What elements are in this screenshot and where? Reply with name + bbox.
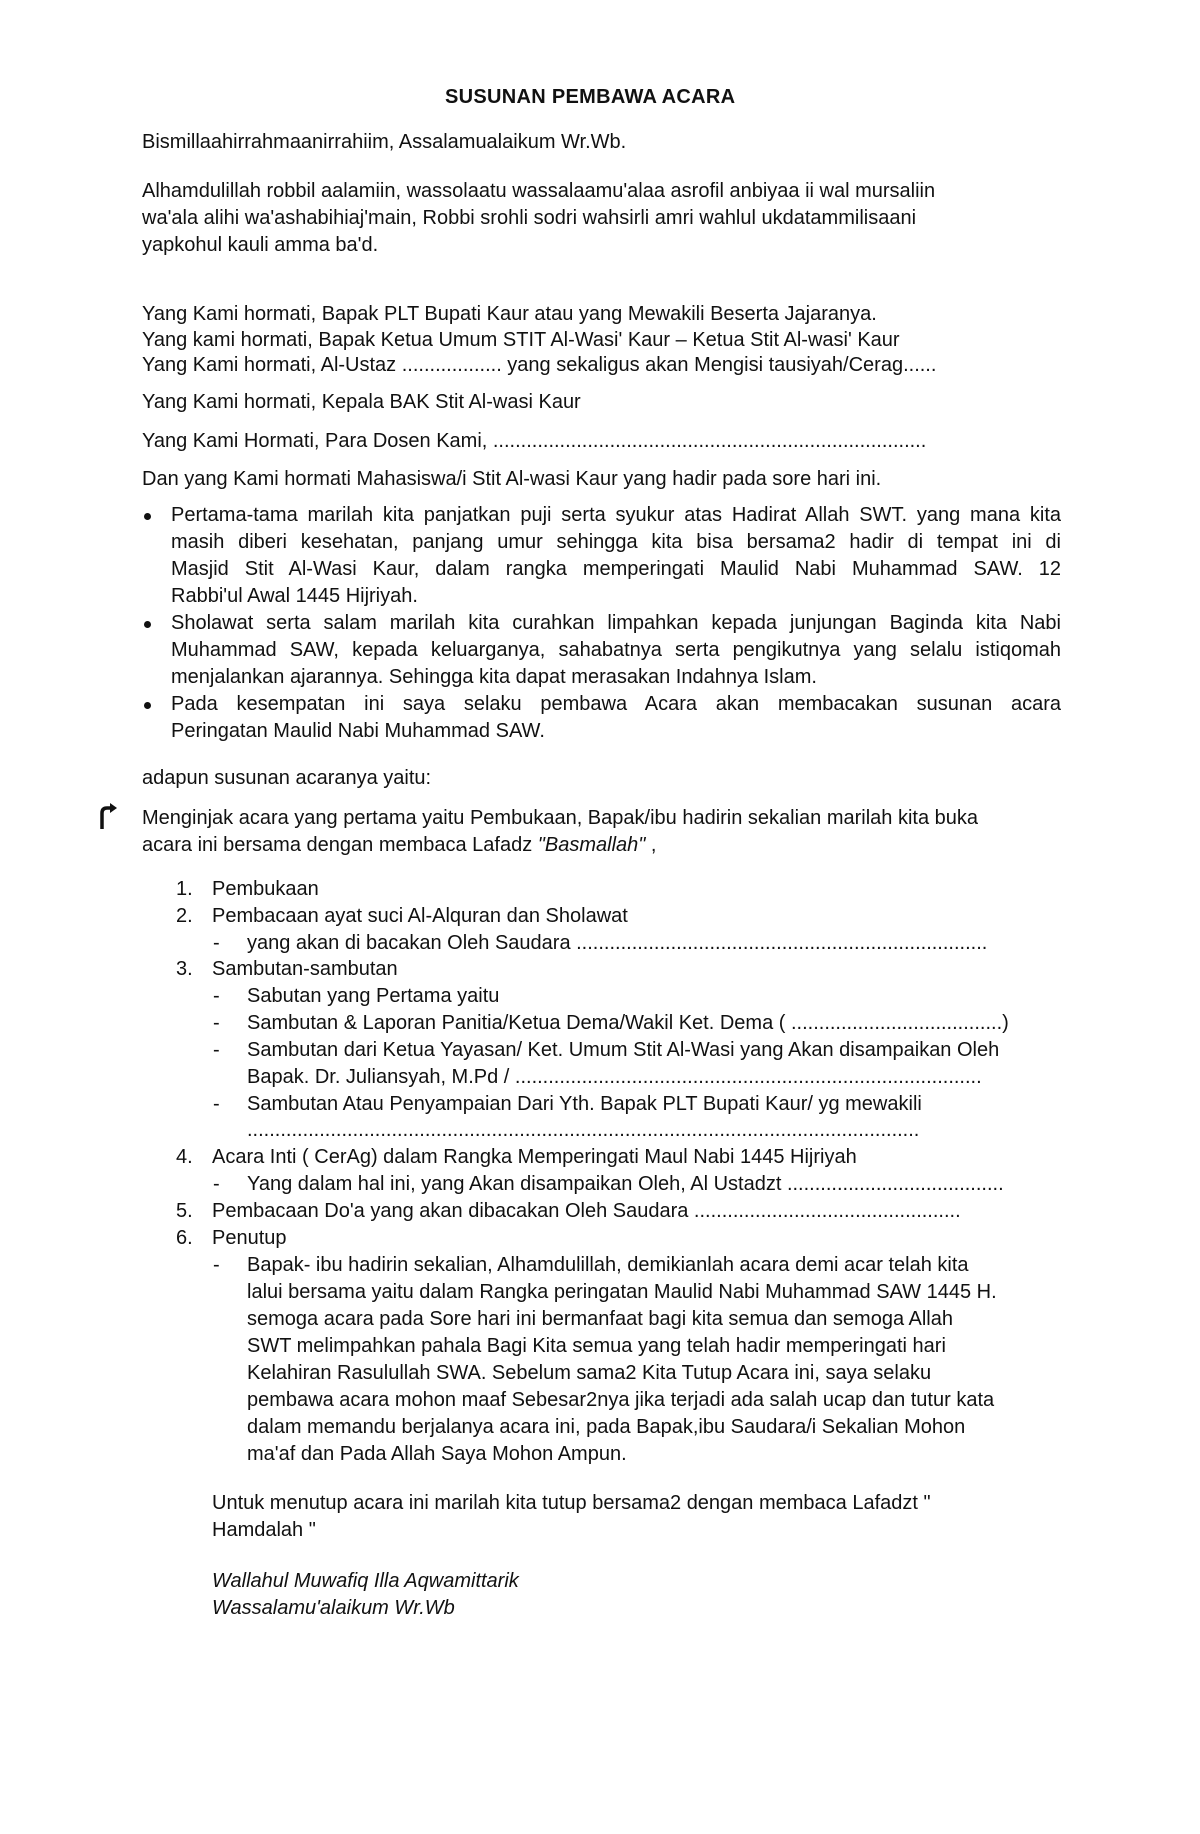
bullet-line: Peringatan Maulid Nabi Muhammad SAW. — [171, 720, 545, 742]
dash-marker: - — [213, 1039, 220, 1061]
agenda-subitem: Bapak. Dr. Juliansyah, M.Pd / .................................................................................... — [247, 1066, 982, 1088]
agenda-item: Acara Inti ( CerAg) dalam Rangka Memperingati Maul Nabi 1445 Hijriyah — [212, 1146, 857, 1168]
respect-line: Yang Kami hormati, Bapak PLT Bupati Kaur atau yang Mewakili Beserta Jajaranya. — [142, 303, 877, 325]
respect-line: Yang Kami Hormati, Para Dosen Kami, .............................................................................. — [142, 430, 927, 452]
closing-line: dalam memandu berjalanya acara ini, pada Bapak,ibu Saudara/i Sekalian Mohon — [247, 1416, 966, 1438]
closing-line: semoga acara pada Sore hari ini bermanfaat bagi kita semua dan semoga Allah — [247, 1308, 953, 1330]
agenda-item: Pembukaan — [212, 878, 319, 900]
agenda-number: 2. — [176, 905, 193, 927]
opening-line: Alhamdulillah robbil aalamiin, wassolaatu wassalaamu'alaa asrofil anbiyaa ii wal mursaliin — [142, 180, 936, 202]
hamdalah-line: Hamdalah " — [212, 1519, 316, 1541]
bullet-marker — [144, 513, 151, 520]
turn-arrow-icon — [98, 802, 118, 830]
closing-line: pembawa acara mohon maaf Sebesar2nya jika terjadi ada salah ucap dan tutur kata — [247, 1389, 995, 1411]
closing-line: lalui bersama yaitu dalam Rangka peringatan Maulid Nabi Muhammad SAW 1445 H. — [247, 1281, 997, 1303]
dash-marker: - — [213, 1254, 220, 1276]
dash-marker: - — [213, 1093, 220, 1115]
bullet-line: Muhammad SAW, kepada keluarganya, sahabatnya serta pengikutnya yang selalu istiqomah — [171, 639, 1061, 661]
closing-line: SWT melimpahkan pahala Bagi Kita semua yang telah hadir memperingati hari — [247, 1335, 946, 1357]
respect-line: Yang kami hormati, Bapak Ketua Umum STIT Al-Wasi' Kaur – Ketua Stit Al-wasi' Kaur — [142, 329, 900, 351]
dash-marker: - — [213, 1173, 220, 1195]
agenda-subitem: Sambutan & Laporan Panitia/Ketua Dema/Wakil Ket. Dema ( ......................................) — [247, 1012, 1009, 1034]
closing-line: ma'af dan Pada Allah Saya Mohon Ampun. — [247, 1443, 627, 1465]
opening-line: wa'ala alihi wa'ashabihiaj'main, Robbi srohli sodri wahsirli amri wahlul ukdatammilisaani — [142, 207, 917, 229]
signoff-line: Wassalamu'alaikum Wr.Wb — [212, 1597, 455, 1619]
signoff-line: Wallahul Muwafiq Illa Aqwamittarik — [212, 1570, 519, 1592]
dash-marker: - — [213, 1012, 220, 1034]
greeting: Bismillaahirrahmaanirrahiim, Assalamualaikum Wr.Wb. — [142, 131, 627, 153]
opening-line: yapkohul kauli amma ba'd. — [142, 234, 379, 256]
respect-line: Dan yang Kami hormati Mahasiswa/i Stit Al-wasi Kaur yang hadir pada sore hari ini. — [142, 468, 882, 490]
bullet-line: masih diberi kesehatan, panjang umur sehingga kita bisa bersama2 hadir di tempat ini di — [171, 531, 1061, 553]
closing-line: Kelahiran Rasulullah SWA. Sebelum sama2 Kita Tutup Acara ini, saya selaku — [247, 1362, 932, 1384]
first-event-line: acara ini bersama dengan membaca Lafadz "Basmallah" , — [142, 834, 657, 856]
dash-marker: - — [213, 985, 220, 1007]
dash-marker: - — [213, 932, 220, 954]
agenda-intro: adapun susunan acaranya yaitu: — [142, 767, 432, 789]
agenda-subitem: Sabutan yang Pertama yaitu — [247, 985, 500, 1007]
first-event-line: Menginjak acara yang pertama yaitu Pembukaan, Bapak/ibu hadirin sekalian marilah kita buka — [142, 807, 979, 829]
hamdalah-line: Untuk menutup acara ini marilah kita tutup bersama2 dengan membaca Lafadzt " — [212, 1492, 931, 1514]
agenda-subitem: ......................................................................................................................... — [247, 1119, 920, 1141]
bullet-marker — [144, 702, 151, 709]
bullet-line: Pada kesempatan ini saya selaku pembawa Acara akan membacakan susunan acara — [171, 693, 1061, 715]
agenda-subitem: yang akan di bacakan Oleh Saudara .......................................................................... — [247, 932, 988, 954]
respect-line: Yang Kami hormati, Al-Ustaz .................. yang sekaligus akan Mengisi tausiyah/Cerag...... — [142, 354, 937, 376]
agenda-number: 1. — [176, 878, 193, 900]
bullet-line: Sholawat serta salam marilah kita curahkan limpahkan kepada junjungan Baginda kita Nabi — [171, 612, 1061, 634]
agenda-number: 6. — [176, 1227, 193, 1249]
agenda-item: Pembacaan ayat suci Al-Alquran dan Sholawat — [212, 905, 628, 927]
agenda-number: 4. — [176, 1146, 193, 1168]
agenda-number: 5. — [176, 1200, 193, 1222]
agenda-subitem: Sambutan dari Ketua Yayasan/ Ket. Umum Stit Al-Wasi yang Akan disampaikan Oleh — [247, 1039, 1000, 1061]
bullet-line: Masjid Stit Al-Wasi Kaur, dalam rangka memperingati Maulid Nabi Muhammad SAW. 12 — [171, 558, 1061, 580]
agenda-number: 3. — [176, 958, 193, 980]
bullet-line: menjalankan ajarannya. Sehingga kita dapat merasakan Indahnya Islam. — [171, 666, 817, 688]
bullet-marker — [144, 621, 151, 628]
bullet-line: Rabbi'ul Awal 1445 Hijriyah. — [171, 585, 418, 607]
bullet-line: Pertama-tama marilah kita panjatkan puji serta syukur atas Hadirat Allah SWT. yang mana kita — [171, 504, 1061, 526]
agenda-item: Sambutan-sambutan — [212, 958, 398, 980]
respect-line: Yang Kami hormati, Kepala BAK Stit Al-wasi Kaur — [142, 391, 581, 413]
agenda-item: Pembacaan Do'a yang akan dibacakan Oleh Saudara ................................................ — [212, 1200, 961, 1222]
agenda-subitem: Sambutan Atau Penyampaian Dari Yth. Bapak PLT Bupati Kaur/ yg mewakili — [247, 1093, 922, 1115]
agenda-item: Penutup — [212, 1227, 287, 1249]
document-title: SUSUNAN PEMBAWA ACARA — [445, 86, 736, 108]
closing-line: Bapak- ibu hadirin sekalian, Alhamdulillah, demikianlah acara demi acar telah kita — [247, 1254, 969, 1276]
agenda-subitem: Yang dalam hal ini, yang Akan disampaikan Oleh, Al Ustadzt ....................................... — [247, 1173, 1004, 1195]
